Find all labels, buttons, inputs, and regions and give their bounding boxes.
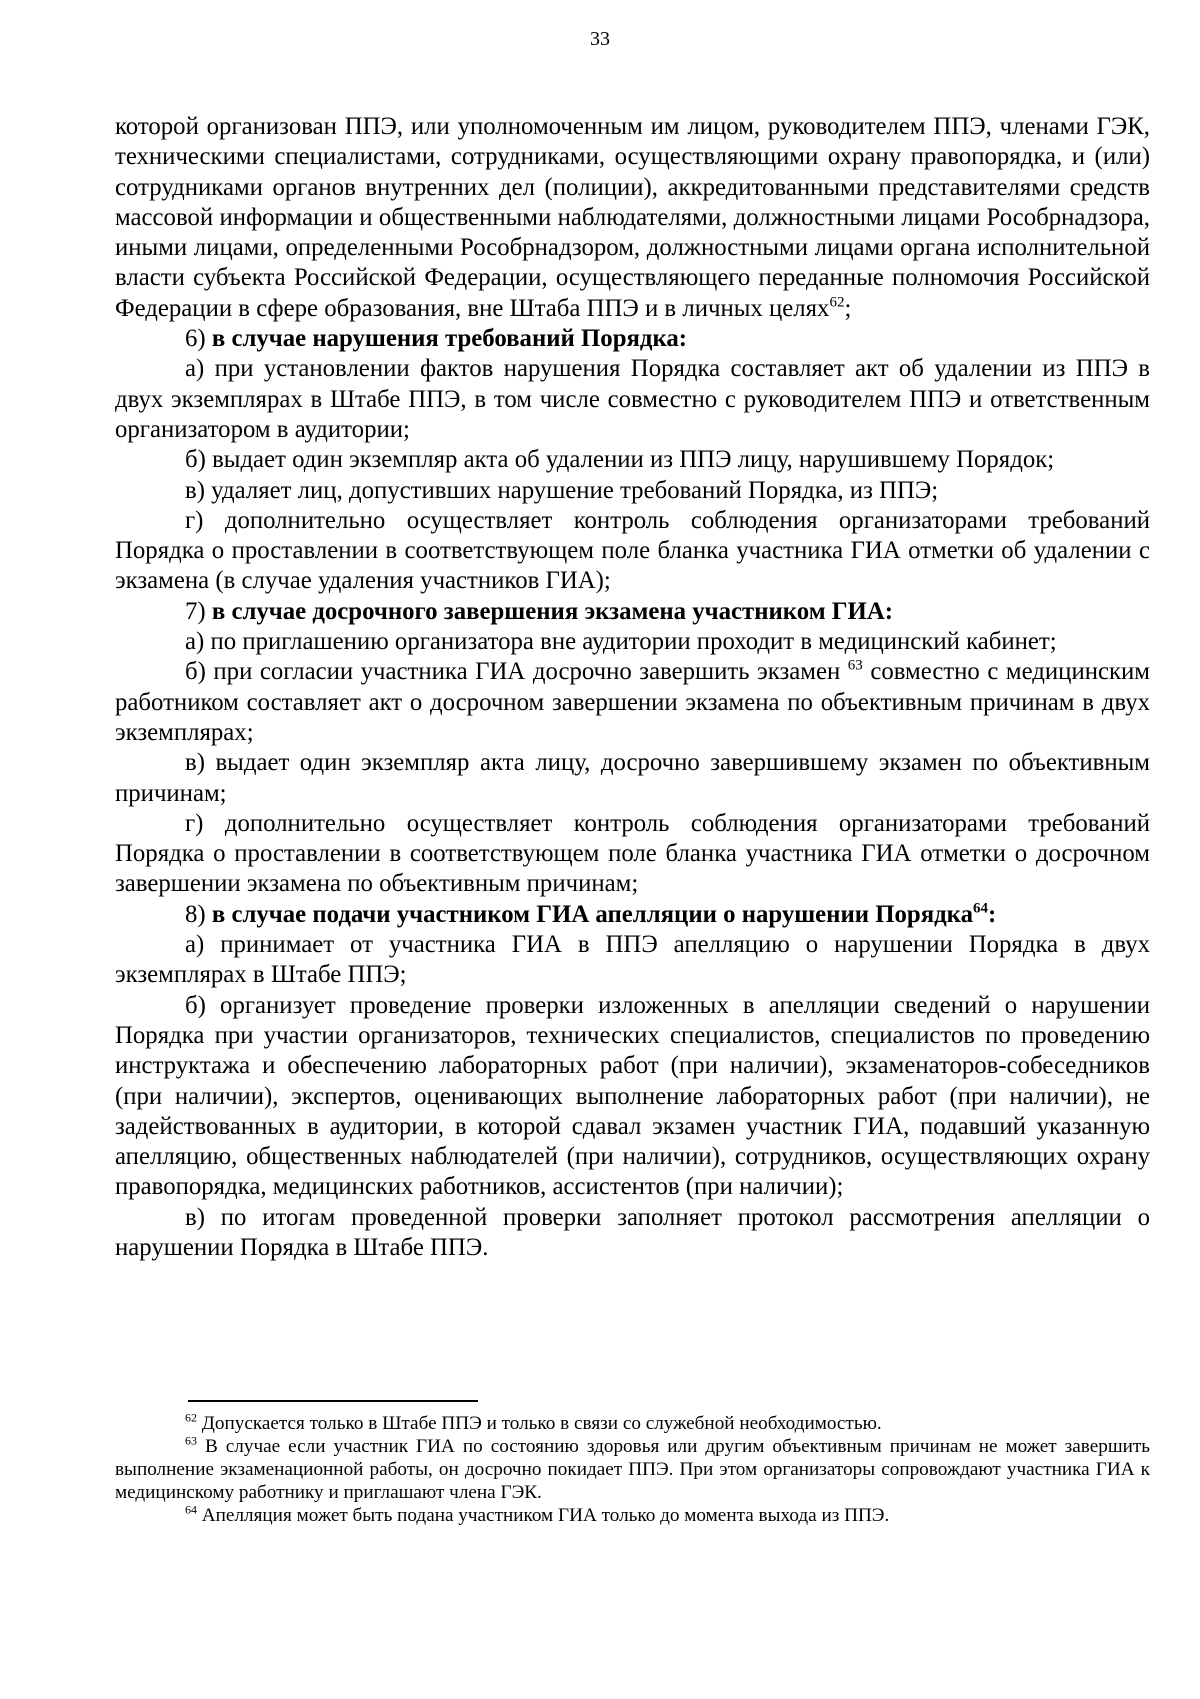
footnote-ref-64: 64 <box>973 900 988 917</box>
section-7-item-a: а) по приглашению организатора вне аудитории проходит в медицинский кабинет; <box>185 628 1057 656</box>
section-7-item-g: г) дополнительно осуществляет контроль соблюдения организаторами требований Порядка о проставлении в соответствующем поле бланка участника ГИА отметки о досрочном завершении экзамена по объективным причинам; <box>115 809 1150 898</box>
footnote-63 <box>115 1435 1150 1504</box>
footnote-64 <box>115 1504 1150 1527</box>
footnote-separator <box>188 1400 478 1402</box>
section-8-heading <box>115 900 1150 930</box>
section-6-item-v: в) удаляет лиц, допустивших нарушение требований Порядка, из ППЭ; <box>185 476 939 504</box>
section-8-item-b: б) организует проведение проверки изложенных в апелляции сведений о нарушении Порядка при участии организаторов, технических специалистов, специалистов по проведению инструктажа и обеспечению лабораторных работ (при наличии), экзаменаторов-собеседников (при наличии), экспертов, оценивающих выполнение лабораторных работ (при наличии), не задействованных в аудитории, в которой сдавал экзамен участник ГИА, подавший указанную апелляцию, общественных наблюдателей (при наличии), сотрудников, осуществляющих охрану правопорядка, медицинских работников, ассистентов (при наличии); <box>115 991 1150 1201</box>
footnote-62 <box>115 1412 1150 1435</box>
footnote-ref-63: 63 <box>847 658 863 675</box>
section-number: 6) <box>185 325 212 353</box>
footnote-text: Апелляция может быть подана участником ГИА только до момента выхода из ППЭ. <box>197 1505 890 1526</box>
section-title: в случае нарушения требований Порядка: <box>211 325 688 353</box>
footnote-text: В случае если участник ГИА по состоянию здоровья или другим объективным причинам не может завершить выполнение экзаменационной работы, он досрочно покидает ППЭ. При этом организаторы сопровождают участника ГИА к медицинскому работнику и приглашают члена ГЭК. <box>115 1436 1150 1503</box>
section-8-item-a: а) принимает от участника ГИА в ППЭ апелляцию о нарушении Порядка в двух экземплярах в Штабе ППЭ; <box>115 931 1150 989</box>
footnotes <box>115 1412 1150 1527</box>
section-title: в случае подачи участником ГИА апелляции о нарушении Порядка <box>211 900 973 928</box>
section-title-colon: : <box>988 900 997 928</box>
footnote-number: 63 <box>185 1433 197 1448</box>
section-title: в случае досрочного завершения экзамена участником ГИА: <box>211 597 894 625</box>
item-text: совместно с медицинским работником составляет акт о досрочном завершении экзамена по объективным причинам в двух экземплярах; <box>115 658 1150 746</box>
section-6-item-g: г) дополнительно осуществляет контроль соблюдения организаторами требований Порядка о проставлении в соответствующем поле бланка участника ГИА отметки об удалении с экзамена (в случае удаления участников ГИА); <box>115 506 1150 595</box>
section-number: 8) <box>185 900 212 928</box>
section-6-item-a: а) при установлении фактов нарушения Порядка составляет акт об удалении из ППЭ в двух экземплярах в Штабе ППЭ, в том числе совместно с руководителем ППЭ и ответственным организатором в аудитории; <box>115 355 1150 443</box>
footnote-number: 62 <box>185 1410 197 1425</box>
paragraph-continuation <box>115 112 1150 324</box>
document-body <box>115 112 1150 1263</box>
section-6-item-b: б) выдает один экземпляр акта об удалении из ППЭ лицу, нарушившему Порядок; <box>185 446 1055 474</box>
footnote-text: Допускается только в Штабе ППЭ и только в связи со служебной необходимостью. <box>197 1413 882 1434</box>
item-text: б) при согласии участника ГИА досрочно завершить экзамен <box>185 658 848 686</box>
footnote-ref-62: 62 <box>829 294 845 311</box>
paragraph-text: которой организован ППЭ, или уполномоченным им лицом, руководителем ППЭ, членами ГЭК, техническими специалистами, сотрудниками, осуществляющими охрану правопорядка, и (или) сотрудниками органов внутренних дел (полиции), аккредитованными представителями средств массовой информации и общественными наблюдателями, должностными лицами Рособрнадзора, иными лицами, определенными Рособрнадзором, должностными лицами органа исполнительной власти субъекта Российской Федерации, осуществляющего переданные полномочия Российской Федерации в сфере образования, вне Штаба ППЭ и в личных целях <box>115 113 1150 322</box>
section-number: 7) <box>185 597 212 625</box>
section-7-item-v: в) выдает один экземпляр акта лицу, досрочно завершившему экзамен по объективным причинам; <box>115 749 1150 807</box>
section-7-heading <box>115 597 1150 627</box>
paragraph-punctuation: ; <box>844 294 852 322</box>
section-6-heading <box>115 324 1150 354</box>
section-8-item-v: в) по итогам проведенной проверки заполняет протокол рассмотрения апелляции о нарушении Порядка в Штабе ППЭ. <box>115 1203 1150 1261</box>
footnote-number: 64 <box>185 1502 197 1517</box>
page-number: 33 <box>590 28 610 50</box>
section-7-item-b <box>115 657 1150 748</box>
